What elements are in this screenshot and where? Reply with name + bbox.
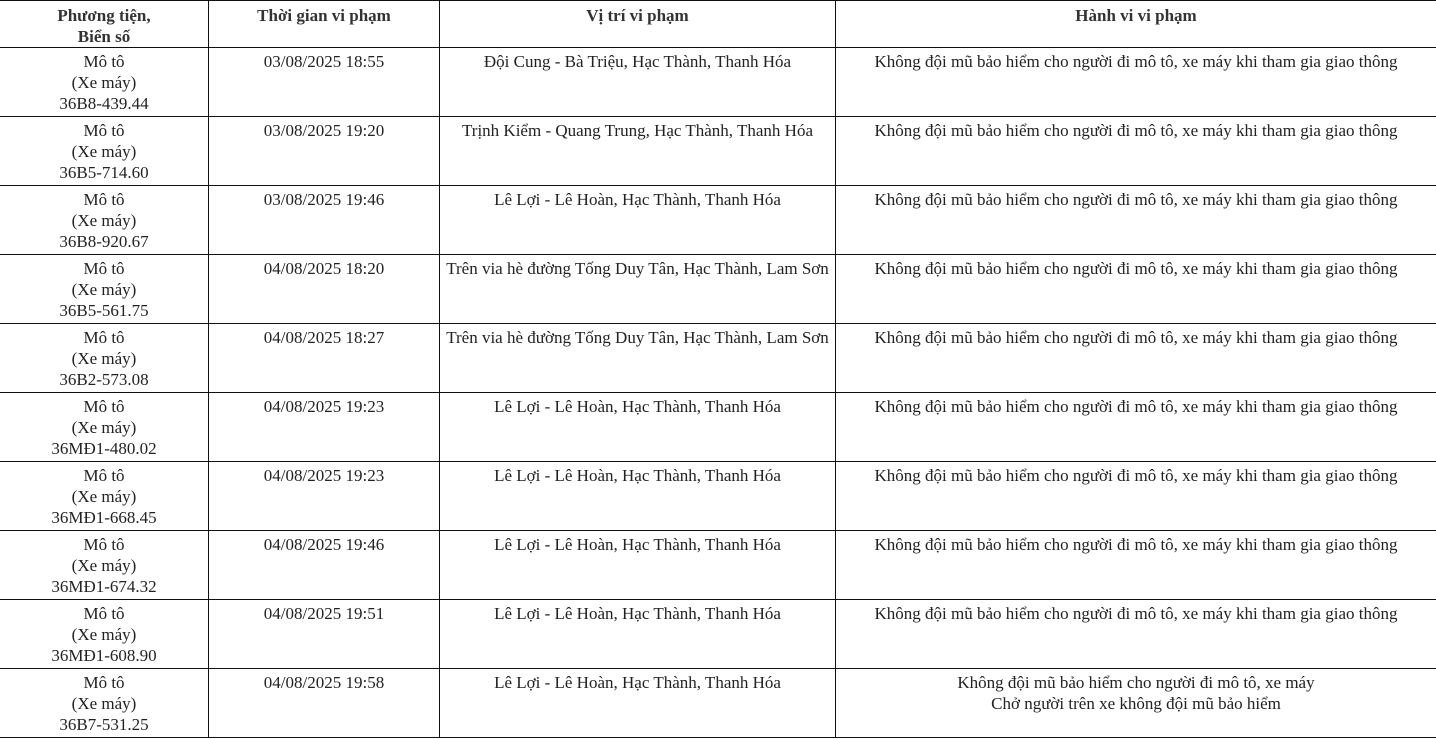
license-plate: 36B7-531.25 <box>59 715 149 734</box>
vehicle-cell <box>0 462 209 531</box>
violation-cell <box>836 48 1436 117</box>
location-cell <box>440 600 836 669</box>
vehicle-subtype: (Xe máy) <box>71 73 137 92</box>
license-plate: 36MĐ1-608.90 <box>51 646 157 665</box>
violation-text: Không đội mũ bảo hiểm cho người đi mô tô, xe máy khi tham gia giao thông <box>874 397 1398 416</box>
location-cell <box>440 324 836 393</box>
violation-text: Không đội mũ bảo hiểm cho người đi mô tô, xe máy <box>957 673 1315 692</box>
time-cell: 04/08/2025 19:46 <box>209 531 440 600</box>
header-vehicle <box>0 1 209 48</box>
location-cell <box>440 393 836 462</box>
violation-cell <box>836 117 1436 186</box>
vehicle-cell <box>0 600 209 669</box>
license-plate: 36B8-920.67 <box>59 232 149 251</box>
location-cell <box>440 186 836 255</box>
violation-text: Không đội mũ bảo hiểm cho người đi mô tô, xe máy khi tham gia giao thông <box>874 52 1398 71</box>
location-text: Lê Lợi - Lê Hoàn, Hạc Thành, Thanh Hóa <box>494 604 781 623</box>
time-cell: 04/08/2025 18:27 <box>209 324 440 393</box>
vehicle-type: Mô tô <box>83 190 125 209</box>
vehicle-type: Mô tô <box>83 397 125 416</box>
location-cell <box>440 255 836 324</box>
header-vehicle-line2: Biển số <box>77 27 131 46</box>
table-row <box>0 600 1436 669</box>
vehicle-cell <box>0 255 209 324</box>
table-row <box>0 531 1436 600</box>
table-row <box>0 669 1436 738</box>
location-cell <box>440 669 836 738</box>
location-cell <box>440 531 836 600</box>
location-cell <box>440 462 836 531</box>
vehicle-subtype: (Xe máy) <box>71 211 137 230</box>
header-row <box>0 1 1436 48</box>
license-plate: 36B2-573.08 <box>59 370 149 389</box>
license-plate: 36MĐ1-674.32 <box>51 577 157 596</box>
violation-text-2: Chở người trên xe không đội mũ bảo hiểm <box>991 694 1281 713</box>
violation-cell <box>836 255 1436 324</box>
vehicle-type: Mô tô <box>83 604 125 623</box>
license-plate: 36MĐ1-668.45 <box>51 508 157 527</box>
location-text: Trên via hè đường Tống Duy Tân, Hạc Thành, Lam Sơn <box>446 259 829 278</box>
vehicle-cell <box>0 186 209 255</box>
violation-cell <box>836 669 1436 738</box>
table-row <box>0 324 1436 393</box>
time-cell: 03/08/2025 19:46 <box>209 186 440 255</box>
violation-cell <box>836 324 1436 393</box>
time-cell: 04/08/2025 18:20 <box>209 255 440 324</box>
location-text: Trên via hè đường Tống Duy Tân, Hạc Thành, Lam Sơn <box>446 328 829 347</box>
vehicle-subtype: (Xe máy) <box>71 418 137 437</box>
header-violation: Hành vi vi phạm <box>836 1 1436 48</box>
license-plate: 36B8-439.44 <box>59 94 149 113</box>
time-cell: 04/08/2025 19:23 <box>209 393 440 462</box>
location-cell <box>440 117 836 186</box>
license-plate: 36B5-714.60 <box>59 163 149 182</box>
location-text: Đội Cung - Bà Triệu, Hạc Thành, Thanh Hóa <box>483 52 792 71</box>
violation-text: Không đội mũ bảo hiểm cho người đi mô tô, xe máy khi tham gia giao thông <box>874 604 1398 623</box>
time-cell: 04/08/2025 19:58 <box>209 669 440 738</box>
table-row <box>0 186 1436 255</box>
vehicle-cell <box>0 117 209 186</box>
time-cell: 03/08/2025 18:55 <box>209 48 440 117</box>
time-cell: 04/08/2025 19:51 <box>209 600 440 669</box>
location-text: Lê Lợi - Lê Hoàn, Hạc Thành, Thanh Hóa <box>494 190 781 209</box>
vehicle-cell <box>0 393 209 462</box>
violation-cell <box>836 531 1436 600</box>
vehicle-subtype: (Xe máy) <box>71 625 137 644</box>
vehicle-cell <box>0 48 209 117</box>
header-time: Thời gian vi phạm <box>209 1 440 48</box>
vehicle-subtype: (Xe máy) <box>71 487 137 506</box>
violation-cell <box>836 600 1436 669</box>
violation-text: Không đội mũ bảo hiểm cho người đi mô tô, xe máy khi tham gia giao thông <box>874 328 1398 347</box>
vehicle-subtype: (Xe máy) <box>71 349 137 368</box>
header-location: Vị trí vi phạm <box>440 1 836 48</box>
table-row <box>0 117 1436 186</box>
vehicle-type: Mô tô <box>83 121 125 140</box>
time-cell: 04/08/2025 19:23 <box>209 462 440 531</box>
vehicle-type: Mô tô <box>83 328 125 347</box>
violation-cell <box>836 186 1436 255</box>
violation-text: Không đội mũ bảo hiểm cho người đi mô tô, xe máy khi tham gia giao thông <box>874 535 1398 554</box>
location-cell <box>440 48 836 117</box>
license-plate: 36B5-561.75 <box>59 301 149 320</box>
location-text: Lê Lợi - Lê Hoàn, Hạc Thành, Thanh Hóa <box>494 673 781 692</box>
vehicle-type: Mô tô <box>83 52 125 71</box>
vehicle-cell <box>0 669 209 738</box>
table-row <box>0 393 1436 462</box>
vehicle-type: Mô tô <box>83 673 125 692</box>
violation-text: Không đội mũ bảo hiểm cho người đi mô tô, xe máy khi tham gia giao thông <box>874 121 1398 140</box>
vehicle-subtype: (Xe máy) <box>71 556 137 575</box>
location-text: Lê Lợi - Lê Hoàn, Hạc Thành, Thanh Hóa <box>494 466 781 485</box>
table-row <box>0 48 1436 117</box>
violation-cell <box>836 393 1436 462</box>
location-text: Lê Lợi - Lê Hoàn, Hạc Thành, Thanh Hóa <box>494 535 781 554</box>
location-text: Lê Lợi - Lê Hoàn, Hạc Thành, Thanh Hóa <box>494 397 781 416</box>
time-cell: 03/08/2025 19:20 <box>209 117 440 186</box>
violation-text: Không đội mũ bảo hiểm cho người đi mô tô, xe máy khi tham gia giao thông <box>874 259 1398 278</box>
vehicle-cell <box>0 531 209 600</box>
location-text: Trịnh Kiểm - Quang Trung, Hạc Thành, Thanh Hóa <box>462 121 813 140</box>
vehicle-cell <box>0 324 209 393</box>
table-row <box>0 255 1436 324</box>
vehicle-type: Mô tô <box>83 535 125 554</box>
license-plate: 36MĐ1-480.02 <box>51 439 157 458</box>
vehicle-subtype: (Xe máy) <box>71 694 137 713</box>
violation-text: Không đội mũ bảo hiểm cho người đi mô tô, xe máy khi tham gia giao thông <box>874 466 1398 485</box>
table-row <box>0 462 1436 531</box>
vehicle-type: Mô tô <box>83 466 125 485</box>
vehicle-type: Mô tô <box>83 259 125 278</box>
violation-text: Không đội mũ bảo hiểm cho người đi mô tô, xe máy khi tham gia giao thông <box>874 190 1398 209</box>
header-vehicle-line1: Phương tiện, <box>57 6 151 25</box>
violation-cell <box>836 462 1436 531</box>
vehicle-subtype: (Xe máy) <box>71 142 137 161</box>
vehicle-subtype: (Xe máy) <box>71 280 137 299</box>
